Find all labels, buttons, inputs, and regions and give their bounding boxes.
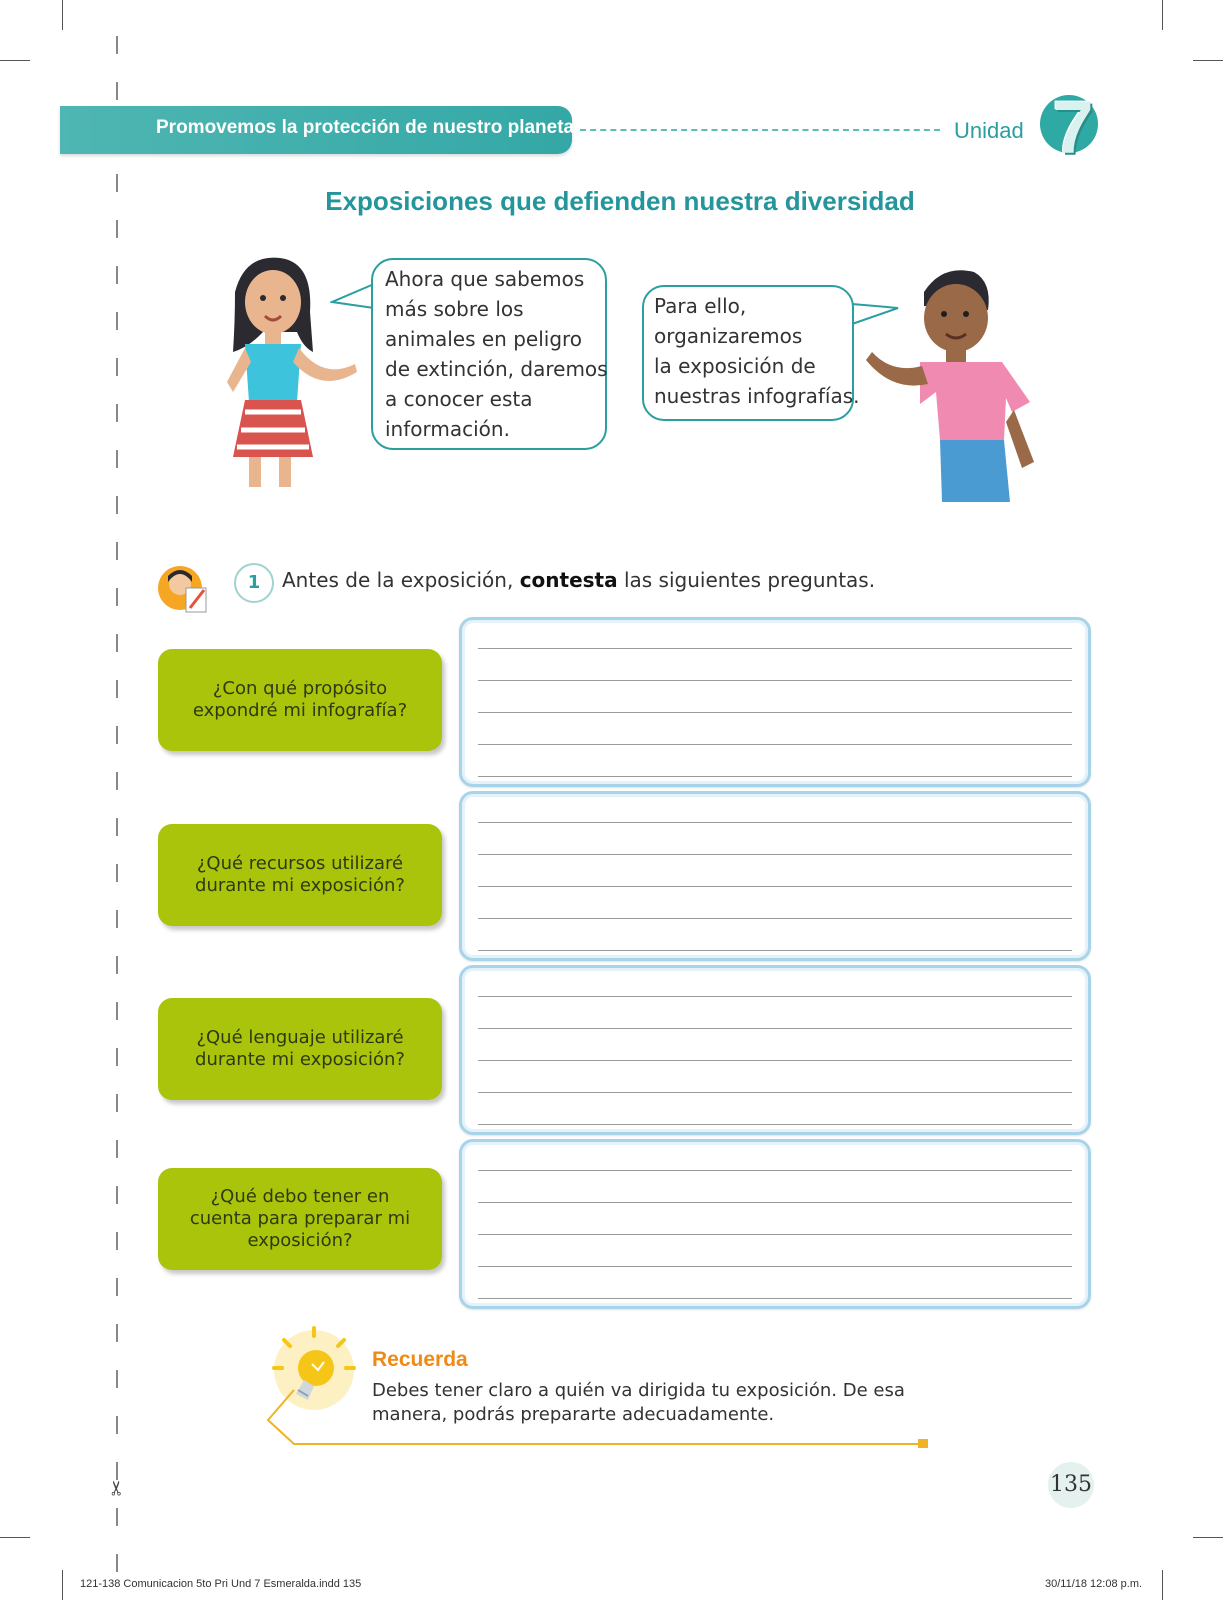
question-card xyxy=(158,649,442,751)
cut-line-dash xyxy=(116,818,118,836)
crop-mark xyxy=(0,1537,30,1538)
answer-line xyxy=(478,854,1072,855)
question-text: ¿Con qué propósito expondré mi infografía? xyxy=(192,678,408,721)
cut-line-dash xyxy=(116,1002,118,1020)
answer-line xyxy=(478,1170,1072,1171)
answer-line xyxy=(478,1124,1072,1125)
answer-line xyxy=(478,918,1072,919)
cut-line-dash xyxy=(116,1278,118,1296)
question-text: ¿Qué debo tener en cuenta para preparar mi exposición? xyxy=(189,1186,411,1251)
question-text: ¿Qué recursos utilizaré durante mi exposición? xyxy=(195,853,405,896)
unit-number: 7 xyxy=(1052,86,1094,169)
instruction-text: Antes de la exposición, xyxy=(282,568,520,592)
answer-box[interactable] xyxy=(459,1139,1091,1309)
question-card xyxy=(158,1168,442,1270)
cut-line-dash xyxy=(116,1232,118,1250)
girl-speech-bubble xyxy=(371,258,607,450)
crop-mark xyxy=(62,0,63,30)
answer-box[interactable] xyxy=(459,965,1091,1135)
cut-line-dash xyxy=(116,1094,118,1112)
cut-line-dash xyxy=(116,496,118,514)
cut-line-dash xyxy=(116,1416,118,1434)
cut-line-dash xyxy=(116,174,118,192)
cut-line-dash xyxy=(116,634,118,652)
bubble-line: organizaremos xyxy=(654,324,803,348)
bubble-line: Para ello, xyxy=(654,294,747,318)
page-title: Exposiciones que defienden nuestra diversidad xyxy=(325,186,915,216)
cut-line-dash xyxy=(116,910,118,928)
cut-line-dash xyxy=(116,772,118,790)
crop-mark xyxy=(1193,1537,1223,1538)
boy-illustration xyxy=(862,262,1052,502)
answer-line xyxy=(478,1266,1072,1267)
cut-line-dash xyxy=(116,1508,118,1526)
cut-line-dash xyxy=(116,864,118,882)
cut-line-dash xyxy=(116,220,118,238)
answer-line xyxy=(478,680,1072,681)
answer-line xyxy=(478,1202,1072,1203)
bubble-line: más sobre los xyxy=(385,297,524,321)
print-datetime: 30/11/18 12:08 p.m. xyxy=(1045,1578,1143,1590)
answer-line xyxy=(478,950,1072,951)
answer-line xyxy=(478,712,1072,713)
bubble-line: Ahora que sabemos xyxy=(385,267,585,291)
crop-mark xyxy=(1162,1570,1163,1600)
cut-line-dash xyxy=(116,1048,118,1066)
header-divider xyxy=(580,129,940,131)
bubble-line: a conocer esta xyxy=(385,387,533,411)
instruction-text: las siguientes preguntas. xyxy=(617,568,876,592)
answer-line xyxy=(478,886,1072,887)
bubble-line: la exposición de xyxy=(654,354,816,378)
cut-line-dash xyxy=(116,36,118,54)
scissors-icon: ✂ xyxy=(104,1479,129,1497)
bubble-line: animales en peligro xyxy=(385,327,583,351)
answer-line xyxy=(478,1092,1072,1093)
page-number: 135 xyxy=(1048,1462,1094,1508)
bubble-line: de extinción, daremos xyxy=(385,357,608,381)
boy-speech-bubble xyxy=(642,285,860,421)
cut-line-dash xyxy=(116,312,118,330)
crop-mark xyxy=(0,60,30,61)
question-card xyxy=(158,824,442,926)
crop-mark xyxy=(1162,0,1163,30)
question-card xyxy=(158,998,442,1100)
bubble-line: información. xyxy=(385,417,510,441)
crop-mark xyxy=(1193,60,1223,61)
boy-bubble-tail xyxy=(850,300,900,330)
activity-number: 1 xyxy=(234,563,274,603)
recuerda-text: Debes tener claro a quién va dirigida tu exposición. De esa manera, podrás prepararte adecuadamente. xyxy=(372,1380,905,1425)
unit-label: Unidad xyxy=(954,118,1024,143)
answer-line xyxy=(478,776,1072,777)
activity-instruction xyxy=(282,568,875,592)
answer-line xyxy=(478,996,1072,997)
cut-line-dash xyxy=(116,956,118,974)
cut-line-dash xyxy=(116,1370,118,1388)
cut-line-dash xyxy=(116,1324,118,1342)
crop-mark xyxy=(62,1570,63,1600)
section-banner-text: Promovemos la protección de nuestro planeta xyxy=(156,117,575,138)
cut-line-dash xyxy=(116,726,118,744)
answer-line xyxy=(478,1028,1072,1029)
question-text: ¿Qué lenguaje utilizaré durante mi exposición? xyxy=(195,1027,405,1070)
answer-box[interactable] xyxy=(459,791,1091,961)
instruction-keyword: contesta xyxy=(519,568,618,592)
file-slug: 121-138 Comunicacion 5to Pri Und 7 Esmeralda.indd 135 xyxy=(80,1578,362,1590)
answer-line xyxy=(478,1234,1072,1235)
cut-line-dash xyxy=(116,680,118,698)
bubble-line: nuestras infografías. xyxy=(654,384,860,408)
answer-line xyxy=(478,1060,1072,1061)
answer-line xyxy=(478,744,1072,745)
cut-line-dash xyxy=(116,82,118,100)
cut-line-dash xyxy=(116,1140,118,1158)
recuerda-title: Recuerda xyxy=(372,1348,468,1371)
cut-line-dash xyxy=(116,1186,118,1204)
cut-line-dash xyxy=(116,266,118,284)
cut-line-dash xyxy=(116,542,118,560)
cut-line-dash xyxy=(116,450,118,468)
answer-line xyxy=(478,822,1072,823)
cut-line-dash xyxy=(116,1462,118,1480)
answer-line xyxy=(478,648,1072,649)
girl-bubble-tail xyxy=(330,282,376,312)
cut-line-dash xyxy=(116,1554,118,1572)
answer-box[interactable] xyxy=(459,617,1091,787)
answer-line xyxy=(478,1298,1072,1299)
writing-activity-icon xyxy=(158,564,210,614)
cut-line-dash xyxy=(116,358,118,376)
cut-line-dash xyxy=(116,588,118,606)
cut-line-dash xyxy=(116,404,118,422)
